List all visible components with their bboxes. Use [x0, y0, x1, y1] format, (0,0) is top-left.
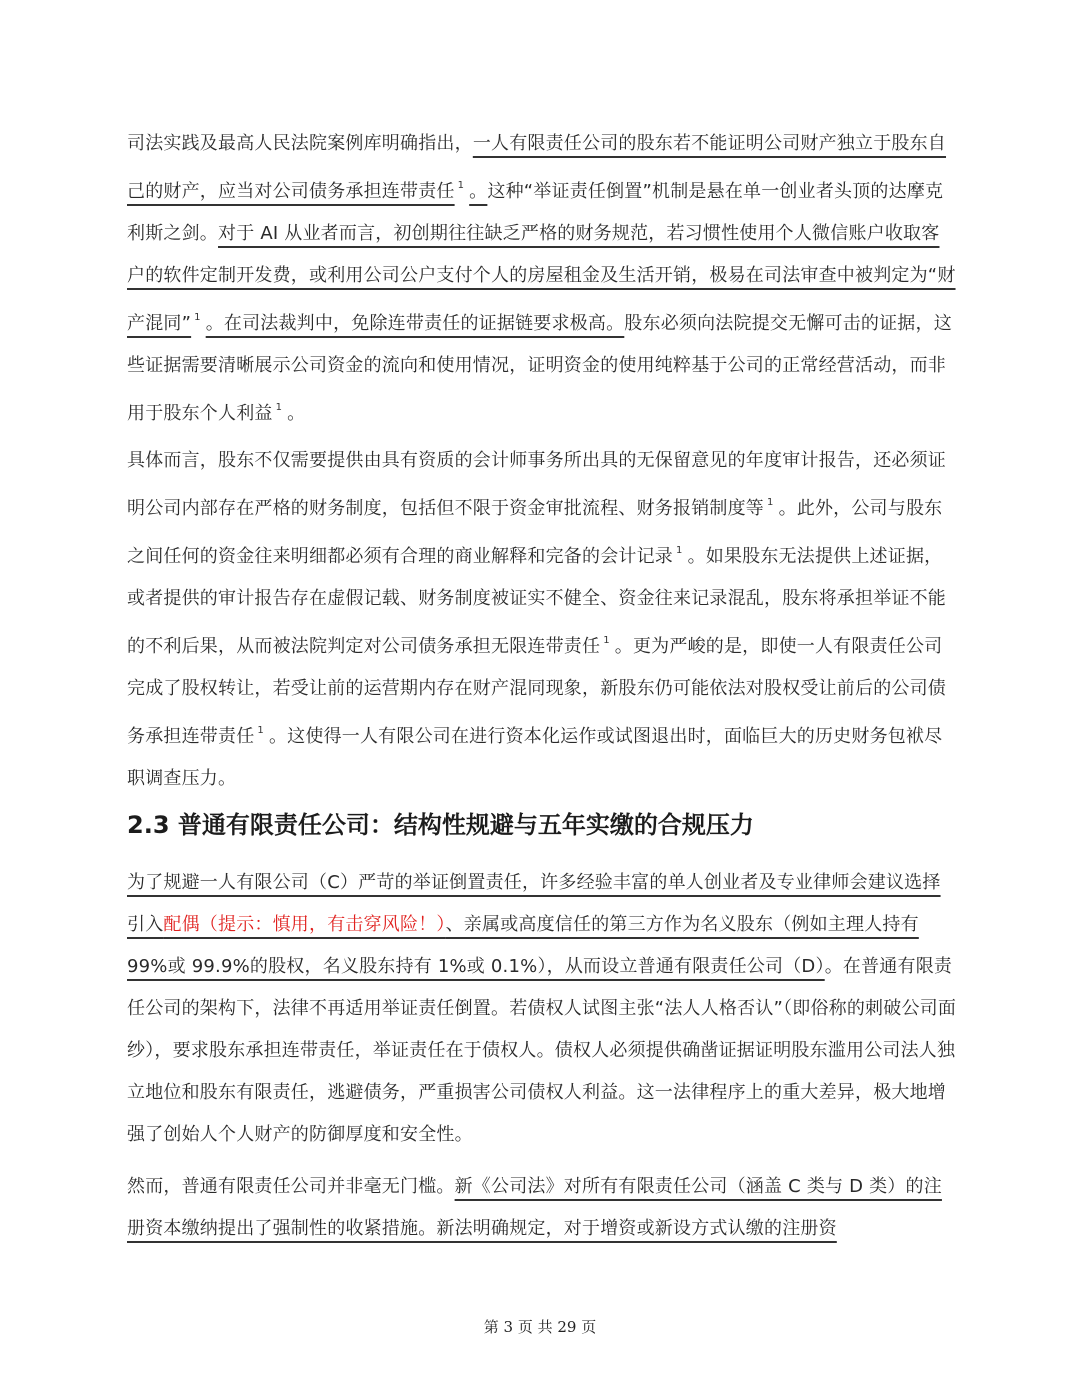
paragraph-2: [127, 440, 957, 800]
text-run: 。: [287, 403, 306, 424]
underlined-text: 为了规避一人有限公司（C）严苛的举证倒置责任，许多经验丰富的单人创业者及专业律师会建议选择引入: [127, 872, 941, 935]
text-run: 。此外，公司与股东之间任何的资金往来明细都必须有合理的商业解释和完备的会计记录: [127, 498, 943, 567]
text-run: 。更为严峻的是，即使一人有限责任公司完成了股权转让，若受让前的运营期内存在财产混同现象，新股东仍可能依法对股权受让前后的公司债务承担连带责任: [127, 636, 946, 747]
underlined-text: 。: [469, 181, 488, 202]
footnote-ref[interactable]: 1: [194, 312, 201, 323]
text-run: 然而，普通有限责任公司并非毫无门槛。: [127, 1176, 455, 1197]
text-run: 。如果股东无法提供上述证据，或者提供的审计报告存在虚假记载、财务制度被证实不健全、资金往来记录混乱，股东将承担举证不能的不利后果，从而被法院判定对公司债务承担无限连带责任: [127, 546, 946, 657]
footnote-ref[interactable]: 1: [275, 402, 283, 413]
page-footer: 第 3 页 共 29 页: [483, 1318, 597, 1336]
underlined-text: 。在司法裁判中，免除连带责任的证据链要求极高。: [205, 313, 625, 334]
paragraph-4: [127, 1166, 957, 1250]
footnote-ref[interactable]: 1: [676, 545, 683, 556]
underlined-text: 一人有限责任公司的股东若不能证明公司财产独立于股东自己的财产，应当对公司债务承担连带责任: [127, 133, 947, 202]
section-heading: 2.3 普通有限责任公司：结构性规避与五年实缴的合规压力: [127, 811, 754, 839]
underlined-text: 对于 AI 从业者而言，初创期往往缺乏严格的财务规范，若习惯性使用个人微信账户收取客户的软件定制开发费，或利用公司公户支付个人的房屋租金及生活开销，极易在司法审查中被判定为“财产混同”: [127, 223, 956, 334]
underlined-text: 新《公司法》对所有有限责任公司（涵盖 C 类与 D 类）的注册资本缴纳提出了强制性的收紧措施。新法明确规定，对于增资或新设方式认缴的注册资: [127, 1176, 942, 1239]
text-run: 股东必须向法院提交无懈可击的证据，这些证据需要清晰展示公司资金的流向和使用情况，证明资金的使用纯粹基于公司的正常经营活动，而非用于股东个人利益: [127, 313, 952, 424]
paragraph-1: [127, 123, 957, 435]
footnote-ref[interactable]: 1: [603, 635, 610, 646]
text-run: 司法实践及最高人民法院案例库明确指出，: [127, 133, 473, 154]
warning-text: 配偶（提示：慎用，有击穿风险！）: [163, 914, 446, 935]
text-run: 这种“举证责任倒置”机制是悬在单一创业者头顶的达摩克利斯之剑。: [127, 181, 944, 244]
footnote-ref[interactable]: 1: [767, 497, 774, 508]
text-run: 。这使得一人有限公司在进行资本化运作或试图退出时，面临巨大的历史财务包袱尽职调查压力。: [127, 726, 943, 789]
footnote-ref[interactable]: 1: [257, 725, 264, 736]
footnote-ref[interactable]: 1: [457, 180, 465, 191]
paragraph-3: [127, 862, 957, 1156]
text-run: 具体而言，股东不仅需要提供由具有资质的会计师事务所出具的无保留意见的年度审计报告，还必须证明公司内部存在严格的财务制度，包括但不限于资金审批流程、财务报销制度等: [127, 450, 946, 519]
underlined-text: 、亲属或高度信任的第三方作为名义股东（例如主理人持有 99%或 99.9%的股权，名义股东持有 1%或 0.1%），从而设立普通有限责任公司（D）: [127, 914, 919, 977]
text-run: 。在普通有限责任公司的架构下，法律不再适用举证责任倒置。若债权人试图主张“法人人格否认”（即俗称的刺破公司面纱），要求股东承担连带责任，举证责任在于债权人。债权人必须提供确凿证据证明股东滥用公司法人独立地位和股东有限责任，逃避债务，严重损害公司债权人利益。这一法律程序上的重大差异，极大地增强了创始人个人财产的防御厚度和安全性。: [127, 956, 957, 1145]
